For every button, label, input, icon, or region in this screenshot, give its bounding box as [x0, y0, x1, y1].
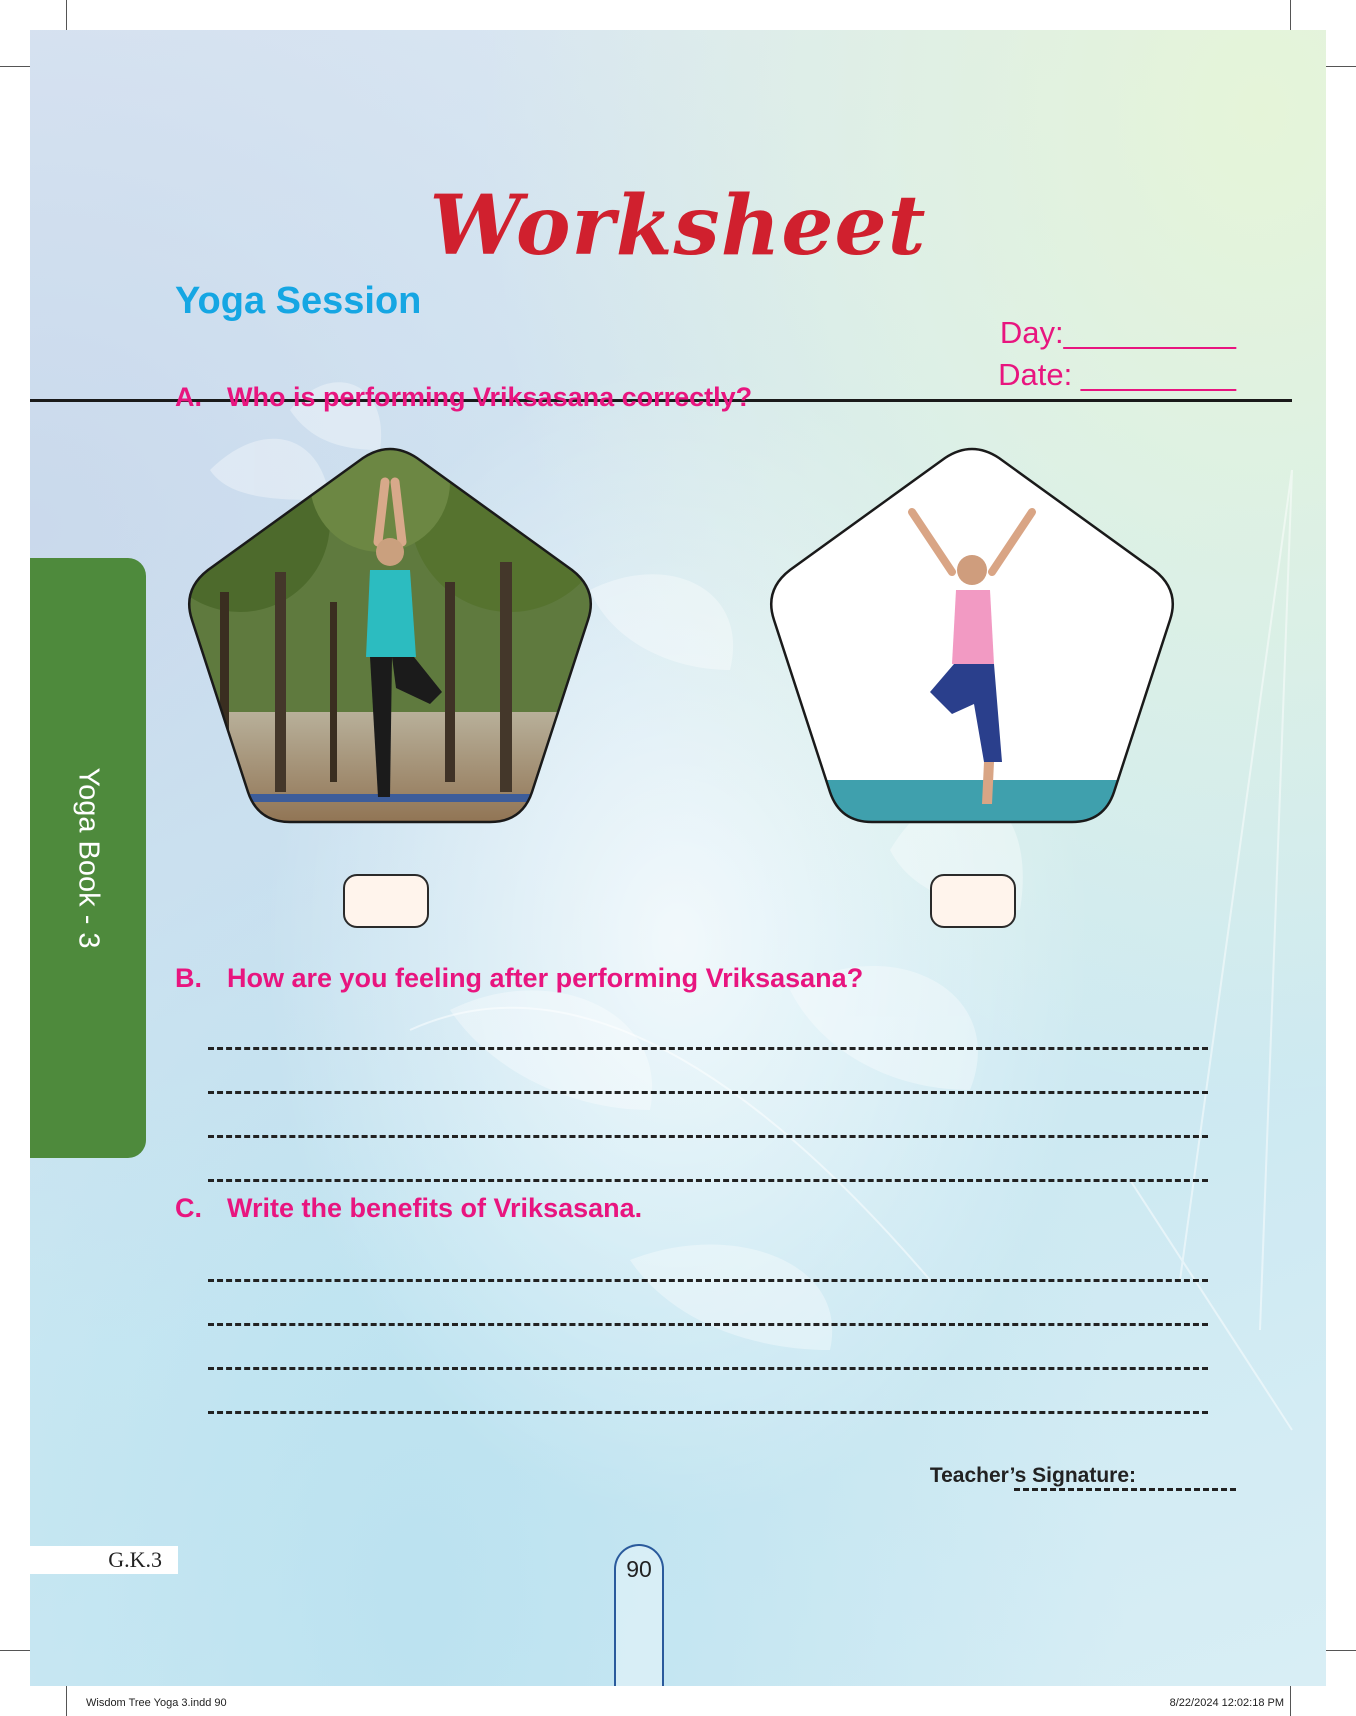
teacher-signature-line[interactable]: [1014, 1488, 1236, 1491]
writing-line[interactable]: [208, 1282, 1208, 1326]
question-c: [175, 1193, 642, 1224]
crop-mark: [0, 66, 30, 67]
question-a: [175, 382, 752, 413]
book-code: G.K.3: [30, 1546, 178, 1574]
day-date-fields: [998, 312, 1236, 396]
question-text: How are you feeling after performing Vriksasana?: [227, 963, 864, 993]
writing-line[interactable]: [208, 1238, 1208, 1282]
crop-mark: [0, 1650, 30, 1651]
crop-mark: [66, 1686, 67, 1716]
pose-photo-1: [180, 442, 600, 842]
page-number: 90: [626, 1556, 652, 1582]
crop-mark: [66, 0, 67, 30]
writing-line[interactable]: [208, 1094, 1208, 1138]
page-title: Worksheet: [429, 178, 927, 274]
pose-photo-2: [762, 442, 1182, 842]
date-field[interactable]: Date: _________: [998, 357, 1236, 392]
writing-line[interactable]: [208, 1326, 1208, 1370]
writing-line[interactable]: [208, 1006, 1208, 1050]
crop-mark: [1326, 66, 1356, 67]
crop-mark: [1290, 0, 1291, 30]
writing-line[interactable]: [208, 1370, 1208, 1414]
page-number-tab: [614, 1544, 664, 1686]
writing-line[interactable]: [208, 1138, 1208, 1182]
worksheet-page: [30, 30, 1326, 1686]
question-text: Who is performing Vriksasana correctly?: [227, 382, 753, 412]
teacher-signature-label: Teacher’s Signature:: [929, 1464, 1136, 1487]
day-field[interactable]: Day:__________: [999, 315, 1236, 350]
question-letter: A.: [175, 382, 202, 412]
answer-tick-box-1[interactable]: [343, 874, 429, 928]
background-decoration: [30, 30, 1326, 1686]
question-text: Write the benefits of Vriksasana.: [227, 1193, 643, 1223]
crop-mark: [1326, 1650, 1356, 1651]
question-b: [175, 963, 863, 994]
crop-mark: [1290, 1686, 1291, 1716]
question-letter: B.: [175, 963, 202, 993]
answer-lines-c: [208, 1238, 1208, 1414]
side-tab-label: Yoga Book - 3: [72, 767, 105, 949]
print-slug-timestamp: 8/22/2024 12:02:18 PM: [1169, 1697, 1284, 1709]
side-tab: [30, 558, 146, 1158]
question-letter: C.: [175, 1193, 202, 1223]
print-slug-file: Wisdom Tree Yoga 3.indd 90: [86, 1697, 227, 1709]
answer-tick-box-2[interactable]: [930, 874, 1016, 928]
answer-lines-b: [208, 1006, 1208, 1182]
session-subtitle: Yoga Session: [175, 280, 422, 322]
writing-line[interactable]: [208, 1050, 1208, 1094]
